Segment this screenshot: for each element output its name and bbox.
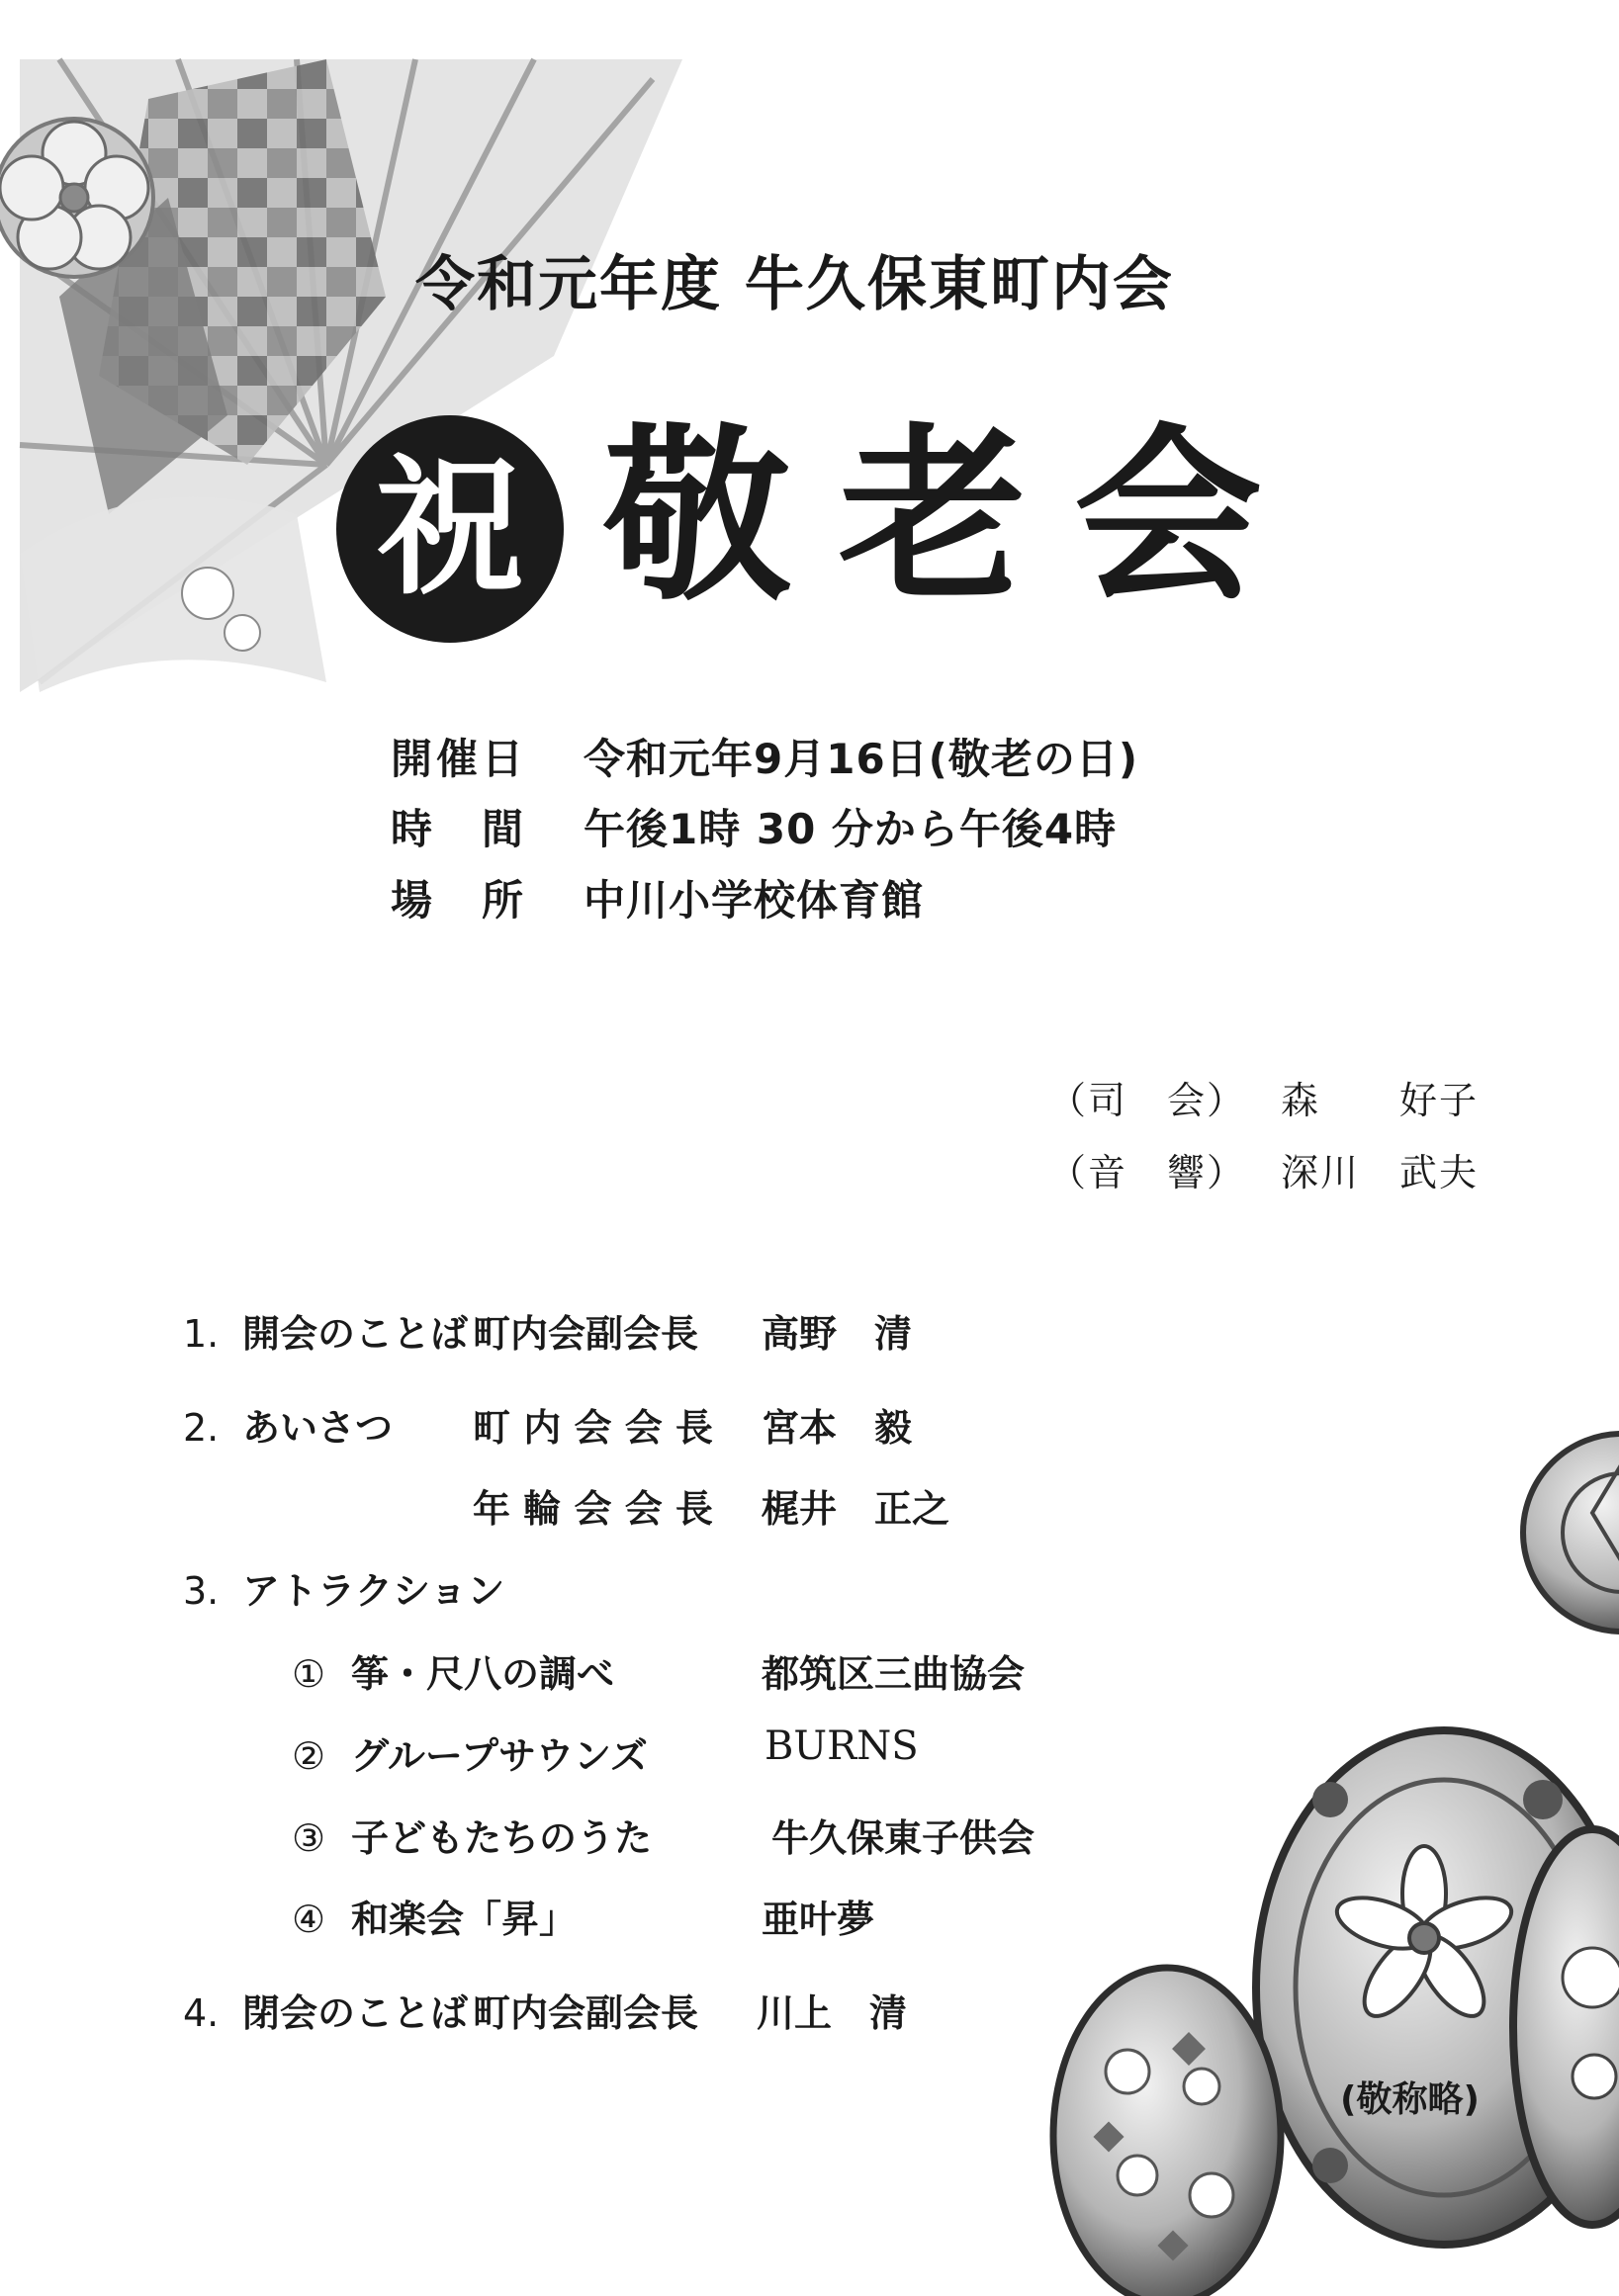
info-value: 令和元年9月16日(敬老の日) bbox=[584, 735, 1139, 783]
program-item-1 bbox=[183, 1303, 468, 1358]
item-label: あいさつ bbox=[242, 1406, 394, 1450]
info-row-date bbox=[391, 727, 1138, 786]
item-number: 2. bbox=[183, 1406, 220, 1450]
item-role: 年 輪 会 会 長 bbox=[473, 1487, 713, 1531]
attraction-title: 子どもたちのうた bbox=[351, 1816, 653, 1860]
item-role: 町 内 会 会 長 bbox=[473, 1406, 713, 1450]
staff-row-sound bbox=[1048, 1142, 1479, 1196]
attraction-performer: 都筑区三曲協会 bbox=[762, 1652, 1026, 1696]
attraction-item bbox=[292, 1725, 648, 1780]
celebration-badge: 祝 bbox=[336, 415, 564, 643]
attraction-item bbox=[292, 1889, 577, 1943]
program-item-2 bbox=[183, 1397, 393, 1452]
organization-heading: 令和元年度 牛久保東町内会 bbox=[415, 250, 1174, 319]
info-value: 中川小学校体育館 bbox=[584, 876, 925, 925]
info-row-venue bbox=[391, 868, 924, 927]
info-value: 午後1時 30 分から午後4時 bbox=[584, 805, 1118, 853]
item-role: 町内会副会長 bbox=[473, 1991, 699, 2035]
attraction-title: 筝・尺八の調べ bbox=[351, 1652, 615, 1696]
item-person: 川上 清 bbox=[757, 1991, 908, 2035]
temari-balls-icon bbox=[1053, 1434, 1619, 2296]
item-number: 3. bbox=[183, 1569, 220, 1613]
staff-role: （司 会） bbox=[1048, 1079, 1247, 1122]
attraction-item bbox=[292, 1643, 614, 1698]
staff-row-mc bbox=[1048, 1070, 1479, 1124]
item-label: 閉会のことば bbox=[242, 1991, 469, 2035]
info-label: 時 間 bbox=[391, 805, 528, 853]
staff-role: （音 響） bbox=[1048, 1151, 1247, 1194]
attraction-performer: 亜叶夢 bbox=[762, 1898, 875, 1941]
program-item-4 bbox=[183, 1983, 468, 2037]
event-title: 敬老会 bbox=[603, 407, 1310, 626]
folding-fan-icon bbox=[0, 59, 682, 692]
staff-name: 深川 武夫 bbox=[1281, 1151, 1480, 1194]
item-person: 高野 清 bbox=[762, 1312, 913, 1356]
program-item-3 bbox=[183, 1560, 504, 1615]
item-person: 梶井 正之 bbox=[762, 1487, 950, 1531]
attraction-mark: ② bbox=[292, 1734, 326, 1778]
attraction-title: 和楽会「昇」 bbox=[351, 1898, 578, 1941]
item-label: 開会のことば bbox=[242, 1312, 469, 1356]
attraction-mark: ③ bbox=[292, 1816, 326, 1860]
attraction-performer: BURNS bbox=[765, 1723, 919, 1769]
item-number: 1. bbox=[183, 1312, 220, 1356]
item-person: 宮本 毅 bbox=[762, 1406, 913, 1450]
info-row-time bbox=[391, 797, 1117, 856]
item-number: 4. bbox=[183, 1991, 220, 2035]
attraction-mark: ④ bbox=[292, 1898, 326, 1941]
info-label: 場 所 bbox=[391, 876, 528, 925]
item-role: 町内会副会長 bbox=[473, 1312, 699, 1356]
attraction-performer: 牛久保東子供会 bbox=[771, 1816, 1035, 1860]
attraction-mark: ① bbox=[292, 1652, 326, 1696]
attraction-item bbox=[292, 1808, 652, 1862]
attraction-title: グループサウンズ bbox=[351, 1734, 648, 1778]
item-label: アトラクション bbox=[242, 1569, 505, 1613]
staff-name: 森 好子 bbox=[1281, 1079, 1480, 1122]
honorific-note: (敬称略) bbox=[1340, 2079, 1480, 2120]
info-label: 開催日 bbox=[391, 735, 528, 783]
